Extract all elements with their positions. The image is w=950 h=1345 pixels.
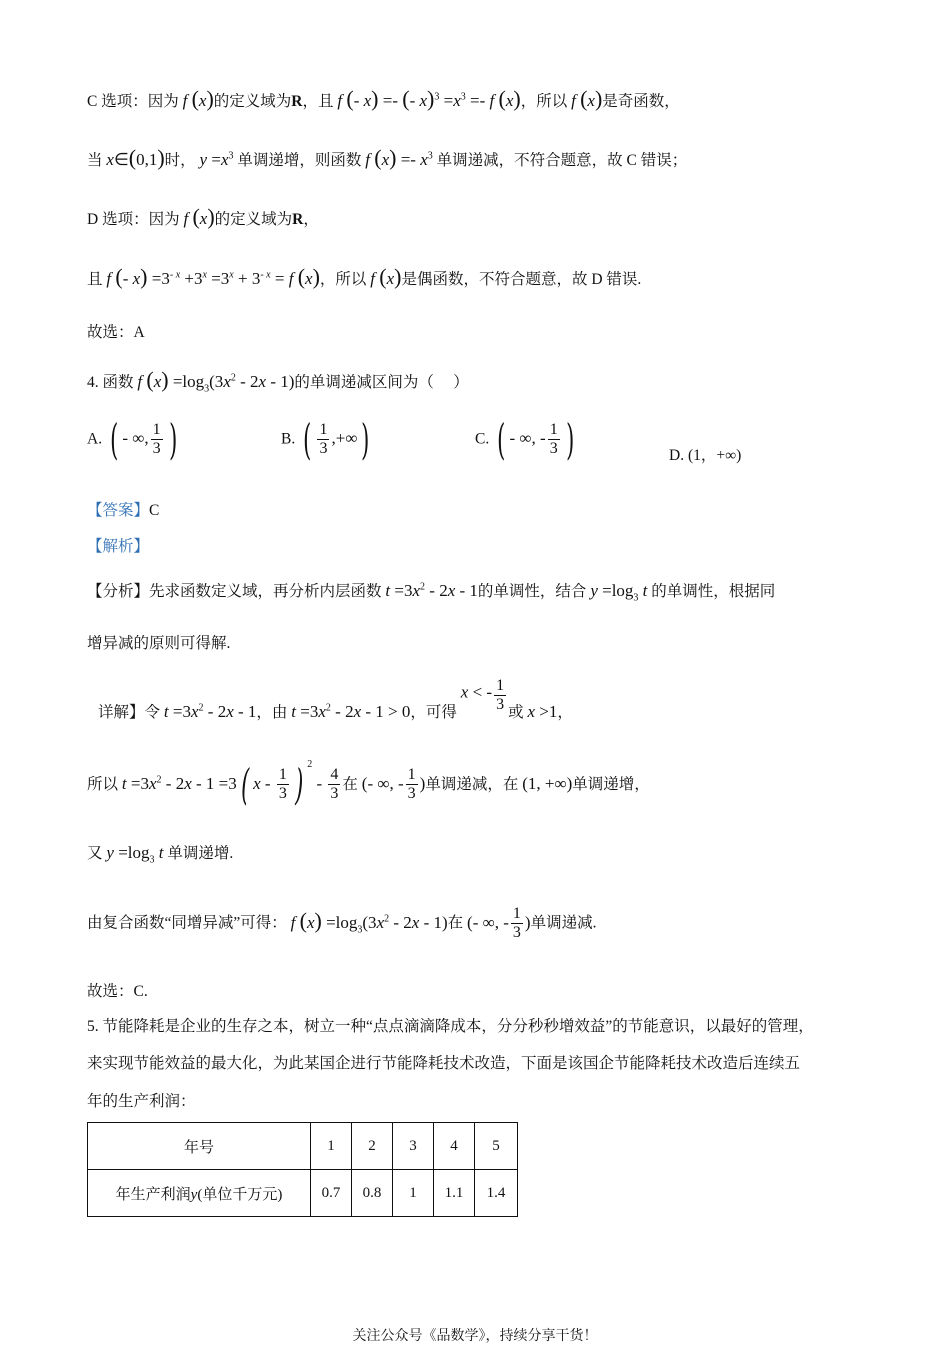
text: 在 xyxy=(447,914,464,932)
table-cell: 2 xyxy=(352,1123,393,1170)
text: 的单调递减区间为（ ） xyxy=(294,374,469,391)
table-cell: 1.4 xyxy=(475,1170,518,1217)
profit-table xyxy=(87,1122,518,1217)
option-d[interactable] xyxy=(669,443,741,465)
text: 的定义域为 xyxy=(213,93,292,110)
text: C 选项：因为 xyxy=(87,93,179,110)
option-label: C. xyxy=(475,430,490,448)
text: 4. 函数 xyxy=(87,374,134,391)
table-row xyxy=(88,1170,518,1217)
text: ，所以 xyxy=(319,271,367,288)
text: 由复合函数“同增异减”可得： xyxy=(87,914,287,932)
text: 先求函数定义域，再分析内层函数 xyxy=(149,583,382,600)
text: ，所以 xyxy=(520,93,568,110)
math-x-gt: x >1 xyxy=(527,702,558,722)
option-a[interactable]: A. ( - ∞, $\frac{1}{3}$ ) xyxy=(87,415,177,464)
text: 【分析】 xyxy=(87,583,150,600)
text: 的单调性，结合 xyxy=(477,583,587,600)
option-d-line xyxy=(87,206,319,228)
math-increasing-interval: (1, +∞) xyxy=(522,774,573,793)
math-fx: f (x) xyxy=(182,86,214,111)
table-cell: 1 xyxy=(311,1123,352,1170)
answer-tag: 【答案】 xyxy=(87,502,150,519)
math-fx: f (x) xyxy=(370,264,402,289)
variable-y: y xyxy=(190,1186,198,1203)
math-y-x3: $y =x^3$ xyxy=(199,150,234,169)
text: 或 xyxy=(508,704,524,722)
math-x-interval: x∈(0,1) xyxy=(106,145,165,170)
real-set: R xyxy=(291,93,303,110)
text: ，可得 xyxy=(410,704,457,722)
math-inner-t: $t =3x^2 - 2x - 1$ xyxy=(385,581,478,600)
option-c-line xyxy=(87,88,680,110)
table-cell: 3 xyxy=(393,1123,434,1170)
math-log-function: f $(x) =\log_3(3x^2 - 2x - 1)$ xyxy=(137,367,295,395)
option-label: D. (1，+∞) xyxy=(669,447,742,464)
option-label: A. xyxy=(87,430,103,448)
math-fx: f (x) xyxy=(183,204,215,229)
math-square-form: $t =3x^2 - 2x - 1 =3$( x - $\frac{1}{3}$ ) $^2$ - $\frac{4}{3}$ xyxy=(121,759,339,810)
option-b[interactable]: B. ( $\frac{1}{3}$ ,+∞) xyxy=(281,415,370,464)
question-5-line-2: 来实现节能效益的最大化，为此某国企进行节能降耗技术改造，下面是该国企节能降耗技术改造后连续五 xyxy=(87,1055,801,1072)
math-y-log3-t: $y =\log_3$ t xyxy=(106,843,164,866)
table-header-year: 年号 xyxy=(88,1123,311,1170)
analysis-line-2: 增异减的原则可得解. xyxy=(87,635,231,652)
text: 的单调性，根据同 xyxy=(651,583,776,600)
text: (单位千万元) xyxy=(197,1186,283,1203)
table-cell: 4 xyxy=(434,1123,475,1170)
text: 是奇函数， xyxy=(602,93,680,110)
answer-value: C xyxy=(149,502,160,519)
option-label: B. xyxy=(281,430,296,448)
text: 当 xyxy=(87,152,103,169)
text: 在 xyxy=(342,776,358,793)
text: 所以 xyxy=(87,776,119,793)
math-x-lt: x < - xyxy=(460,682,493,702)
math-t-def: $t =3x^2 - 2x - 1$ xyxy=(163,702,257,722)
option-c[interactable]: C. ( - ∞, - $\frac{1}{3}$ ) xyxy=(475,415,574,464)
math-y-log3-t: $y =\log_3$ t xyxy=(590,581,648,604)
answer-choose-1: 故选：A xyxy=(87,324,145,341)
completing-square-line xyxy=(87,759,650,810)
text: 单调递减，在 xyxy=(425,776,519,793)
table-cell: 5 xyxy=(475,1123,518,1170)
math-odd-check: f (- x) =- (- $x)^3 =x^3 =- f$ (x) xyxy=(337,86,521,111)
text: 且 xyxy=(87,271,103,288)
option-c-line-2 xyxy=(87,147,687,169)
math-t-positive: $t =3x^2 - 2x - 1 > 0$ xyxy=(291,702,411,722)
math-decreasing-interval: (- ∞, - $\frac{1}{3}$ ) xyxy=(467,905,531,941)
math-decreasing-interval: (- ∞, - $\frac{1}{3}$ ) xyxy=(361,766,426,803)
table-cell: 0.7 xyxy=(311,1170,352,1217)
text: 又 xyxy=(87,845,103,862)
table-cell: 1 xyxy=(393,1170,434,1217)
detail-line: 详解】令 $t =3x^2 - 2x - 1$，由 $t =3x^2 - 2x - 1 > 0$，可得 x < - $\frac{1}{3}$ 或 x >1， xyxy=(98,677,573,722)
math-log-function: f $(x) =\log_3(3x^2 - 2x - 1)$ xyxy=(290,907,448,935)
question-5-line-1: 5. 节能降耗是企业的生存之本，树立一种“点点滴滴降成本，分分秒秒增效益”的节能意识，以最好的管理， xyxy=(87,1018,814,1035)
table-cell: 0.8 xyxy=(352,1170,393,1217)
text: ， xyxy=(557,704,573,722)
answer-choose-2: 故选：C. xyxy=(87,983,148,1000)
text: 单调递增，则函数 xyxy=(237,152,362,169)
text: ，由 xyxy=(256,704,288,722)
text: 详解】令 xyxy=(98,704,161,722)
text: 单调递减. xyxy=(530,914,597,932)
table-cell: 1.1 xyxy=(434,1170,475,1217)
answer-line xyxy=(87,503,159,519)
text: 的定义域为 xyxy=(214,211,293,228)
text: 年生产利润 xyxy=(115,1186,191,1203)
real-set: R xyxy=(292,211,304,228)
text: ，且 xyxy=(302,93,334,110)
text: ， xyxy=(303,211,319,228)
composite-conclusion-line xyxy=(87,906,596,941)
analysis-tag: 【解析】 xyxy=(87,538,150,555)
table-row xyxy=(88,1123,518,1170)
log-increasing-line xyxy=(87,844,233,865)
analysis-line-1 xyxy=(87,582,775,603)
math-even-check: f (- $x) =3^{- x} +3^x =3^x + 3^{- x} = f$ (x) xyxy=(106,264,320,289)
option-d-line-2 xyxy=(87,266,641,288)
table-header-profit xyxy=(88,1170,311,1217)
math-fx: f (x) xyxy=(571,86,603,111)
footer-note: 关注公众号《品数学》，持续分享干货！ xyxy=(352,1329,598,1344)
text: 是偶函数，不符合题意，故 D 错误. xyxy=(401,271,642,288)
text: 单调递增. xyxy=(167,845,234,862)
text: 单调递增， xyxy=(572,776,650,793)
text: 时， xyxy=(164,152,196,169)
text: D 选项：因为 xyxy=(87,211,180,228)
text: 单调递减，不符合题意，故 C 错误； xyxy=(436,152,688,169)
question-5-line-3: 年的生产利润： xyxy=(87,1093,196,1110)
question-4-stem xyxy=(87,369,469,394)
math-fx-neg-x3: f $(x) =- x^3$ xyxy=(365,145,433,170)
